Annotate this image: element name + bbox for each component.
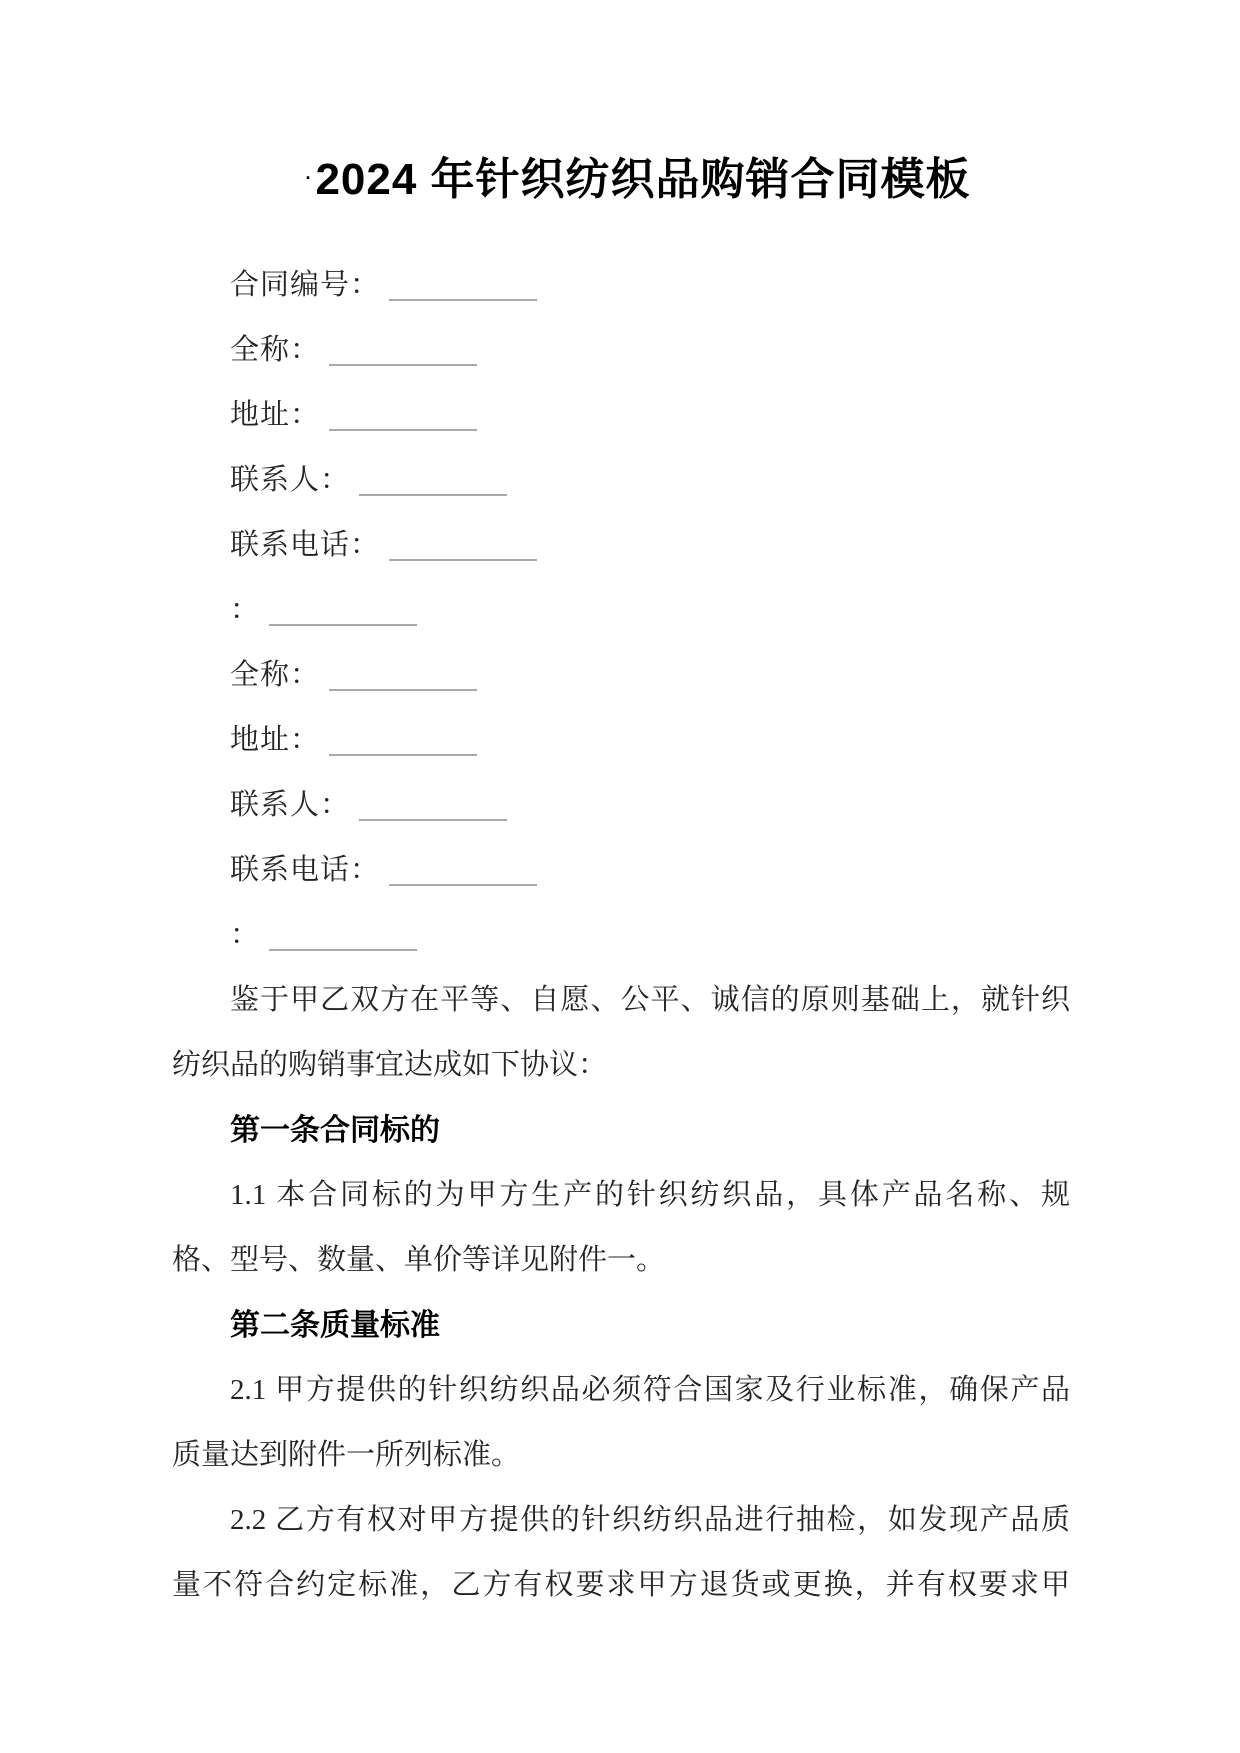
field-partyB-address	[172, 708, 1070, 773]
document-title	[172, 150, 1070, 208]
field-partyA-fullname	[172, 318, 1070, 383]
fill-in-blank	[359, 791, 507, 821]
fill-in-blank	[359, 466, 507, 496]
field-partyA-contact	[172, 448, 1070, 513]
field-partyB-extra	[172, 903, 1070, 968]
field-contract-number	[172, 253, 1070, 318]
field-label: 联系电话：	[230, 854, 381, 886]
heading-article-2: 第二条质量标准	[230, 1309, 440, 1342]
fill-in-blank	[389, 531, 537, 561]
field-label: 全称：	[230, 659, 321, 691]
fill-in-blank	[269, 596, 417, 626]
title-bullet: ·	[305, 168, 313, 188]
fill-in-blank	[329, 726, 477, 756]
clause-1-1-line-1: 1.1 本合同标的为甲方生产的针织纺织品，具体产品名称、规	[230, 1179, 1070, 1211]
field-partyA-address	[172, 383, 1070, 448]
fill-in-blank	[329, 336, 477, 366]
field-partyB-phone	[172, 838, 1070, 903]
document-title-text: 2024 年针织纺织品购销合同模板	[315, 155, 971, 204]
field-label: ：	[230, 594, 261, 626]
field-partyB-contact	[172, 773, 1070, 838]
field-label: 联系电话：	[230, 529, 381, 561]
field-partyA-extra	[172, 578, 1070, 643]
fill-in-blank	[389, 271, 537, 301]
clause-2-2-line-2: 量不符合约定标准，乙方有权要求甲方退货或更换，并有权要求甲	[172, 1569, 1070, 1601]
clause-2-2-line-1: 2.2 乙方有权对甲方提供的针织纺织品进行抽检，如发现产品质	[230, 1504, 1070, 1536]
field-label: 地址：	[230, 724, 321, 756]
fill-in-blank	[269, 921, 417, 951]
preamble-line-1: 鉴于甲乙双方在平等、自愿、公平、诚信的原则基础上，就针织	[230, 984, 1070, 1016]
field-label: ：	[230, 919, 261, 951]
field-label: 联系人：	[230, 789, 351, 821]
fill-in-blank	[329, 661, 477, 691]
heading-article-1: 第一条合同标的	[230, 1114, 440, 1147]
preamble-line-2: 纺织品的购销事宜达成如下协议：	[172, 1049, 608, 1081]
clause-2-1-line-1: 2.1 甲方提供的针织纺织品必须符合国家及行业标准，确保产品	[230, 1374, 1070, 1406]
fill-in-blank	[389, 856, 537, 886]
clause-1-1-line-2: 格、型号、数量、单价等详见附件一。	[172, 1244, 666, 1276]
field-label: 合同编号：	[230, 269, 381, 301]
fill-in-blank	[329, 401, 477, 431]
field-label: 全称：	[230, 334, 321, 366]
field-label: 联系人：	[230, 464, 351, 496]
field-label: 地址：	[230, 399, 321, 431]
field-partyA-phone	[172, 513, 1070, 578]
field-partyB-fullname	[172, 643, 1070, 708]
clause-2-1-line-2: 质量达到附件一所列标准。	[172, 1439, 521, 1471]
